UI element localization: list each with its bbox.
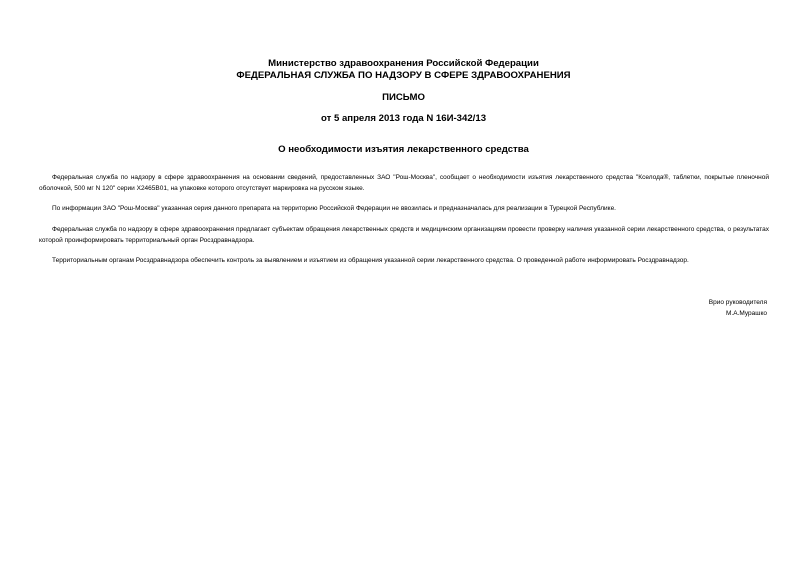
body-paragraph-4: Территориальным органам Росздравнадзора обеспечить контроль за выявлением и изъятием из обращения указанной серии лекарственного средства. О проведенной работе информировать Росздравнадзор. xyxy=(52,257,689,264)
signature-block xyxy=(709,297,767,319)
signature-position: Врио руководителя xyxy=(708,299,767,306)
document-subject: О необходимости изъятия лекарственного средства xyxy=(278,144,529,155)
body-paragraph-1: Федеральная служба по надзору в сфере здравоохранения на основании сведений, предоставленных ЗАО "Рош-Москва", сообщает о необходимости изъятия лекарственного средства "Кселода®, таблетки, покрытые пленочной оболочкой, 500 мг N 120" серии Х2465В01, на упаковке которого отсутствует маркировка на русском языке. xyxy=(39,174,769,192)
signature-name: М.А.Мурашко xyxy=(725,310,767,317)
document-type: ПИСЬМО xyxy=(382,92,425,103)
service-title: ФЕДЕРАЛЬНАЯ СЛУЖБА ПО НАДЗОРУ В СФЕРЕ ЗДРАВООХРАНЕНИЯ xyxy=(236,70,571,81)
body-paragraph-2: По информации ЗАО "Рош-Москва" указанная серия данного препарата на территорию Российской Федерации не ввозилась и предназначалась для реализации в Турецкой Республике. xyxy=(52,205,616,212)
ministry-title: Министерство здравоохранения Российской Федерации xyxy=(268,58,539,69)
document-date-number: от 5 апреля 2013 года N 16И-342/13 xyxy=(320,113,487,124)
body-paragraph-3: Федеральная служба по надзору в сфере здравоохранения предлагает субъектам обращения лекарственных средств и медицинским организациям провести проверку наличия указанной серии лекарственного средства, о результатах которой проинформировать территориальный орган Росздравнадзора. xyxy=(39,226,769,244)
